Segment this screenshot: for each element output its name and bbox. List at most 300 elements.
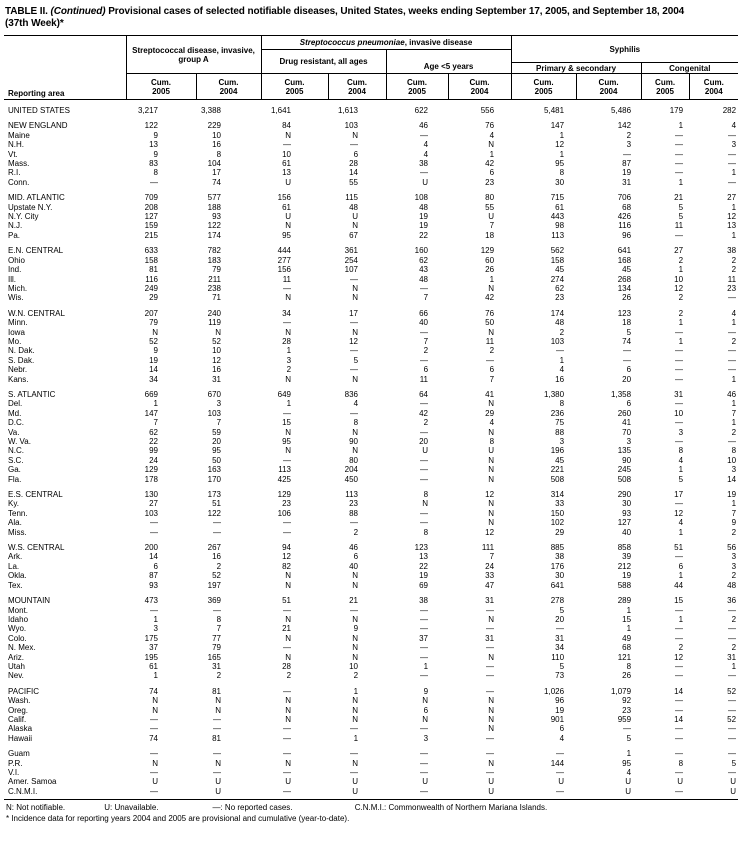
value-cell: 8	[559, 399, 565, 409]
value-cell: 28	[282, 661, 292, 671]
value-cell: —	[420, 168, 429, 178]
value-cell: 74	[622, 336, 632, 346]
value-cell: —	[420, 652, 429, 662]
value-cell: 12	[555, 140, 565, 150]
value-cell: 42	[419, 408, 429, 418]
table-row	[4, 475, 738, 484]
value-cell: U	[730, 786, 737, 796]
value-cell: —	[420, 643, 429, 653]
reporting-area-cell: N.Y. City	[8, 212, 39, 222]
value-cell: 82	[282, 561, 292, 571]
value-cell: 19	[622, 571, 632, 581]
value-cell: 116	[618, 221, 632, 231]
value-cell: 127	[617, 518, 632, 528]
value-cell: 1,641	[270, 106, 292, 115]
value-cell: 3	[626, 140, 632, 150]
value-cell: 6	[153, 561, 158, 571]
value-cell: 1	[678, 571, 684, 581]
reporting-area-header: Reporting area	[4, 74, 126, 100]
value-cell: 4	[678, 518, 684, 528]
value-cell: N	[285, 758, 292, 768]
value-cell: N	[422, 714, 429, 724]
value-cell: 588	[617, 580, 632, 590]
value-cell: —	[213, 768, 222, 777]
value-cell: —	[150, 605, 158, 615]
value-cell: N	[215, 696, 222, 706]
value-cell: —	[623, 346, 632, 356]
col-group-drug-resistant: Drug resistant, all ages	[261, 50, 386, 74]
value-cell: 14	[349, 168, 359, 178]
value-cell: 79	[212, 643, 222, 653]
value-cell: 95	[555, 159, 565, 169]
value-cell: 12	[485, 490, 495, 500]
value-cell: 113	[551, 230, 565, 240]
value-cell: —	[675, 671, 684, 681]
value-cell: 19	[419, 571, 429, 581]
value-cell: —	[486, 355, 495, 365]
table-row	[4, 275, 738, 284]
value-cell: N	[352, 580, 359, 590]
value-cell: 168	[617, 255, 632, 265]
value-cell: 577	[207, 193, 222, 203]
value-cell: 11	[419, 374, 429, 384]
value-cell: —	[728, 149, 737, 159]
table-row	[4, 221, 738, 230]
value-cell: N	[215, 327, 222, 337]
col-group-congenital: Congenital	[641, 63, 738, 74]
reporting-area-cell: Colo.	[8, 633, 27, 643]
value-cell: —	[675, 705, 684, 715]
table-row	[4, 715, 738, 724]
table-row	[4, 634, 738, 643]
value-cell: 96	[555, 696, 565, 706]
value-cell: 188	[207, 202, 222, 212]
value-cell: 3	[678, 427, 684, 437]
value-cell: —	[675, 159, 684, 169]
reporting-area-cell: MID. ATLANTIC	[8, 193, 65, 203]
strep-pneumo-rest: , invasive disease	[404, 38, 473, 47]
value-cell: 9	[731, 518, 737, 528]
reporting-area-cell: P.R.	[8, 758, 23, 768]
reporting-area-cell: Ga.	[8, 465, 21, 475]
value-cell: —	[350, 140, 359, 150]
value-cell: 14	[149, 552, 158, 562]
table-section	[4, 681, 738, 743]
value-cell: 6	[353, 552, 359, 562]
table-row	[4, 446, 738, 455]
value-cell: 2	[353, 671, 359, 681]
value-cell: N	[352, 221, 359, 231]
value-cell: —	[420, 518, 429, 528]
value-cell: 34	[282, 308, 292, 318]
table-section	[4, 240, 738, 302]
value-cell: 1	[559, 149, 565, 159]
reporting-area-cell: S.C.	[8, 455, 24, 465]
value-cell: —	[675, 624, 684, 634]
value-cell: 61	[555, 202, 565, 212]
value-cell: —	[150, 786, 158, 796]
value-cell: U	[215, 786, 222, 796]
value-cell: U	[625, 777, 632, 787]
value-cell: 715	[550, 193, 565, 203]
table-row	[4, 456, 738, 465]
value-cell: —	[350, 365, 359, 375]
value-cell: 45	[555, 455, 565, 465]
reporting-area-cell: Wis.	[8, 293, 24, 303]
value-cell: U	[677, 777, 684, 787]
value-cell: N	[215, 705, 222, 715]
value-cell: 27	[727, 193, 737, 203]
value-cell: N	[285, 614, 292, 624]
value-cell: —	[728, 624, 737, 634]
footnote-cnmi: C.N.M.I.: Commonwealth of Northern Mariana Islands.	[354, 803, 548, 813]
value-cell: N	[488, 140, 495, 150]
value-cell: 183	[207, 255, 222, 265]
value-cell: 7	[423, 293, 429, 303]
value-cell: 115	[345, 193, 359, 203]
value-cell: —	[675, 346, 684, 356]
value-cell: 71	[212, 293, 222, 303]
value-cell: 42	[485, 159, 495, 169]
value-cell: —	[283, 733, 292, 743]
value-cell: 4	[559, 733, 565, 743]
value-cell: 268	[617, 274, 632, 284]
value-cell: N	[352, 446, 359, 456]
table-row	[4, 499, 738, 508]
value-cell: —	[420, 399, 429, 409]
value-cell: 278	[550, 596, 565, 606]
value-cell: 51	[212, 499, 222, 509]
value-cell: 10	[212, 130, 222, 140]
value-cell: 1	[353, 686, 359, 696]
value-cell: 92	[622, 696, 632, 706]
value-cell: 51	[282, 596, 292, 606]
value-cell: 36	[727, 596, 737, 606]
table-row	[4, 318, 738, 327]
value-cell: N	[285, 580, 292, 590]
reporting-area-cell: E.S. CENTRAL	[8, 490, 63, 500]
cum-year-header-cell: Cum. 2004	[196, 74, 261, 100]
value-cell: N	[422, 499, 429, 509]
title-continued: (Continued)	[50, 6, 106, 17]
value-cell: U	[352, 777, 359, 787]
reporting-area-cell: Ark.	[8, 552, 23, 562]
footnote-n: N: Not notifiable.	[6, 803, 66, 813]
value-cell: —	[675, 552, 684, 562]
value-cell: N	[488, 614, 495, 624]
value-cell: —	[486, 686, 495, 696]
reporting-area-cell: Maine	[8, 130, 30, 140]
value-cell: —	[150, 518, 158, 528]
value-cell: —	[728, 437, 737, 446]
reporting-area-cell: Ariz.	[8, 652, 24, 662]
value-cell: N	[352, 714, 359, 724]
value-cell: 23	[555, 293, 565, 303]
reporting-area-cell: N. Dak.	[8, 346, 35, 356]
value-cell: 11	[485, 336, 495, 346]
value-cell: N	[352, 327, 359, 337]
table-row	[4, 706, 738, 715]
value-cell: N	[152, 758, 158, 768]
value-cell: 83	[149, 159, 158, 169]
value-cell: —	[728, 733, 737, 743]
value-cell: —	[556, 346, 565, 356]
value-cell: 14	[674, 714, 684, 724]
value-cell: 8	[559, 168, 565, 178]
table-row	[4, 777, 738, 786]
value-cell: 7	[731, 508, 737, 518]
value-cell: 229	[207, 121, 222, 131]
value-cell: —	[350, 749, 359, 759]
value-cell: 46	[419, 121, 429, 131]
value-cell: 2	[731, 336, 737, 346]
value-cell: 174	[550, 308, 565, 318]
value-cell: —	[623, 355, 632, 365]
reporting-area-cell: W. Va.	[8, 437, 31, 446]
table-row	[4, 375, 738, 384]
table-row	[4, 484, 738, 499]
value-cell: 84	[282, 121, 292, 131]
value-cell: 1	[678, 336, 684, 346]
reporting-area-cell: Iowa	[8, 327, 25, 337]
value-cell: 9	[423, 686, 429, 696]
value-cell: —	[675, 661, 684, 671]
value-cell: 16	[212, 552, 222, 562]
value-cell: 12	[674, 283, 684, 293]
value-cell: 277	[277, 255, 292, 265]
value-cell: 175	[144, 633, 158, 643]
value-cell: 21	[349, 596, 359, 606]
value-cell: 289	[617, 596, 632, 606]
reporting-area-cell: N. Mex.	[8, 643, 36, 653]
col-group-strep-a: Streptococcal disease, invasive, group A	[126, 36, 261, 74]
value-cell: 274	[550, 274, 565, 284]
value-cell: 450	[344, 474, 359, 484]
value-cell: U	[422, 446, 429, 456]
value-cell: 9	[153, 130, 158, 140]
value-cell: 11	[674, 221, 684, 231]
value-cell: 10	[282, 149, 292, 159]
table-row	[4, 571, 738, 580]
cum-year-header-cell: Cum. 2005	[261, 74, 328, 100]
table-row	[4, 159, 738, 168]
value-cell: 28	[282, 336, 292, 346]
value-cell: 3	[559, 437, 565, 446]
table-row	[4, 100, 738, 116]
table-row	[4, 115, 738, 130]
value-cell: 1,380	[544, 389, 565, 399]
value-cell: —	[675, 149, 684, 159]
value-cell: 196	[550, 446, 565, 456]
value-cell: —	[675, 733, 684, 743]
value-cell: 2	[678, 293, 684, 303]
value-cell: 622	[414, 106, 429, 115]
value-cell: U	[488, 777, 495, 787]
reporting-area-cell: Hawaii	[8, 733, 33, 743]
value-cell: —	[728, 177, 737, 187]
col-group-primary-secondary: Primary & secondary	[511, 63, 641, 74]
value-cell: —	[350, 724, 359, 734]
value-cell: 75	[555, 418, 565, 428]
value-cell: 81	[212, 686, 222, 696]
value-cell: 52	[149, 336, 158, 346]
corner-cell	[4, 36, 126, 74]
value-cell: 150	[550, 508, 565, 518]
value-cell: —	[486, 768, 495, 777]
table-header	[4, 36, 738, 100]
value-cell: 23	[282, 499, 292, 509]
value-cell: 7	[423, 336, 429, 346]
value-cell: —	[675, 355, 684, 365]
table-section	[4, 537, 738, 590]
value-cell: —	[213, 749, 222, 759]
reporting-area-cell: N.C.	[8, 446, 24, 456]
value-cell: 107	[344, 265, 359, 275]
value-cell: N	[488, 652, 495, 662]
value-cell: U	[488, 786, 495, 796]
value-cell: 4	[678, 455, 684, 465]
value-cell: 134	[617, 283, 632, 293]
value-cell: 1	[678, 527, 684, 537]
value-cell: 62	[419, 255, 429, 265]
value-cell: 1	[559, 130, 565, 140]
value-cell: N	[488, 499, 495, 509]
table-row	[4, 131, 738, 140]
value-cell: 4	[731, 121, 737, 131]
value-cell: 473	[144, 596, 158, 606]
value-cell: 42	[485, 293, 495, 303]
value-cell: 249	[144, 283, 158, 293]
table-section	[4, 743, 738, 800]
table-row	[4, 671, 738, 680]
value-cell: 38	[727, 246, 737, 256]
value-cell: N	[488, 465, 495, 475]
value-cell: 29	[149, 293, 158, 303]
value-cell: 31	[727, 652, 737, 662]
value-cell: 160	[414, 246, 429, 256]
value-cell: 103	[144, 508, 158, 518]
strep-pneumo-italic: Streptococcus pneumoniae	[299, 38, 405, 47]
value-cell: 11	[727, 274, 737, 284]
value-cell: 121	[617, 652, 632, 662]
value-cell: 10	[727, 455, 737, 465]
table-row	[4, 428, 738, 437]
value-cell: 122	[144, 121, 158, 131]
value-cell: 116	[145, 274, 158, 284]
value-cell: —	[420, 768, 429, 777]
reporting-area-cell: Wash.	[8, 696, 31, 706]
value-cell: 508	[550, 474, 565, 484]
value-cell: 31	[674, 389, 684, 399]
value-cell: 16	[212, 140, 222, 150]
value-cell: —	[675, 230, 684, 240]
reporting-area-cell: Utah	[8, 661, 25, 671]
value-cell: 2	[216, 561, 222, 571]
value-cell: 706	[617, 193, 632, 203]
table-row	[4, 384, 738, 399]
value-cell: 1	[353, 733, 359, 743]
value-cell: 8	[423, 490, 429, 500]
value-cell: N	[352, 571, 359, 581]
value-cell: 1,613	[337, 106, 359, 115]
table-row	[4, 465, 738, 474]
table-row	[4, 590, 738, 605]
value-cell: U	[625, 786, 632, 796]
value-cell: 52	[727, 686, 737, 696]
value-cell: 6	[489, 168, 495, 178]
value-cell: 129	[480, 246, 495, 256]
value-cell: N	[285, 705, 292, 715]
value-cell: N	[352, 130, 359, 140]
value-cell: 50	[485, 318, 495, 328]
value-cell: 7	[216, 624, 222, 634]
value-cell: 48	[419, 202, 429, 212]
value-cell: 135	[617, 446, 632, 456]
value-cell: —	[675, 499, 684, 509]
value-cell: 87	[149, 571, 158, 581]
value-cell: N	[488, 427, 495, 437]
value-cell: 1	[153, 671, 158, 681]
value-cell: 48	[727, 580, 737, 590]
value-cell: 22	[419, 561, 429, 571]
reporting-area-cell: Vt.	[8, 149, 18, 159]
value-cell: —	[728, 671, 737, 681]
value-cell: N	[285, 571, 292, 581]
table-row	[4, 346, 738, 355]
title-line2: (37th Week)*	[5, 18, 64, 29]
value-cell: 147	[144, 408, 158, 418]
value-cell: 14	[149, 365, 158, 375]
value-cell: 4	[626, 768, 632, 777]
value-cell: U	[285, 177, 292, 187]
value-cell: N	[488, 283, 495, 293]
value-cell: 61	[149, 661, 158, 671]
value-cell: 3	[153, 624, 158, 634]
value-cell: —	[486, 624, 495, 634]
value-cell: —	[486, 605, 495, 615]
value-cell: 34	[555, 643, 565, 653]
value-cell: N	[488, 508, 495, 518]
value-cell: 93	[212, 212, 222, 222]
value-cell: —	[350, 346, 359, 356]
value-cell: 1	[559, 355, 565, 365]
value-cell: 93	[622, 508, 632, 518]
value-cell: —	[283, 518, 292, 528]
value-cell: 1	[286, 399, 292, 409]
value-cell: 46	[349, 543, 359, 553]
value-cell: 158	[144, 255, 158, 265]
footnote-u: U: Unavailable.	[104, 803, 159, 813]
value-cell: —	[556, 768, 565, 777]
value-cell: —	[675, 418, 684, 428]
value-cell: 34	[149, 374, 158, 384]
cum-year-header-cell: Cum. 2005	[641, 74, 689, 100]
value-cell: 1,358	[611, 389, 632, 399]
table-row	[4, 284, 738, 293]
reporting-area-cell: Upstate N.Y.	[8, 202, 53, 212]
table-row	[4, 231, 738, 240]
value-cell: 14	[674, 686, 684, 696]
value-cell: 129	[144, 465, 158, 475]
value-cell: —	[675, 696, 684, 706]
value-cell: —	[283, 749, 292, 759]
value-cell: 290	[617, 490, 632, 500]
title-text: Provisional cases of selected notifiable diseases, United States, weeks ending September 17, 2005, and September 18, 2004	[108, 6, 685, 17]
value-cell: 2	[353, 527, 359, 537]
value-cell: 649	[277, 389, 292, 399]
table-row	[4, 734, 738, 743]
reporting-area-cell: V.I.	[8, 768, 20, 777]
